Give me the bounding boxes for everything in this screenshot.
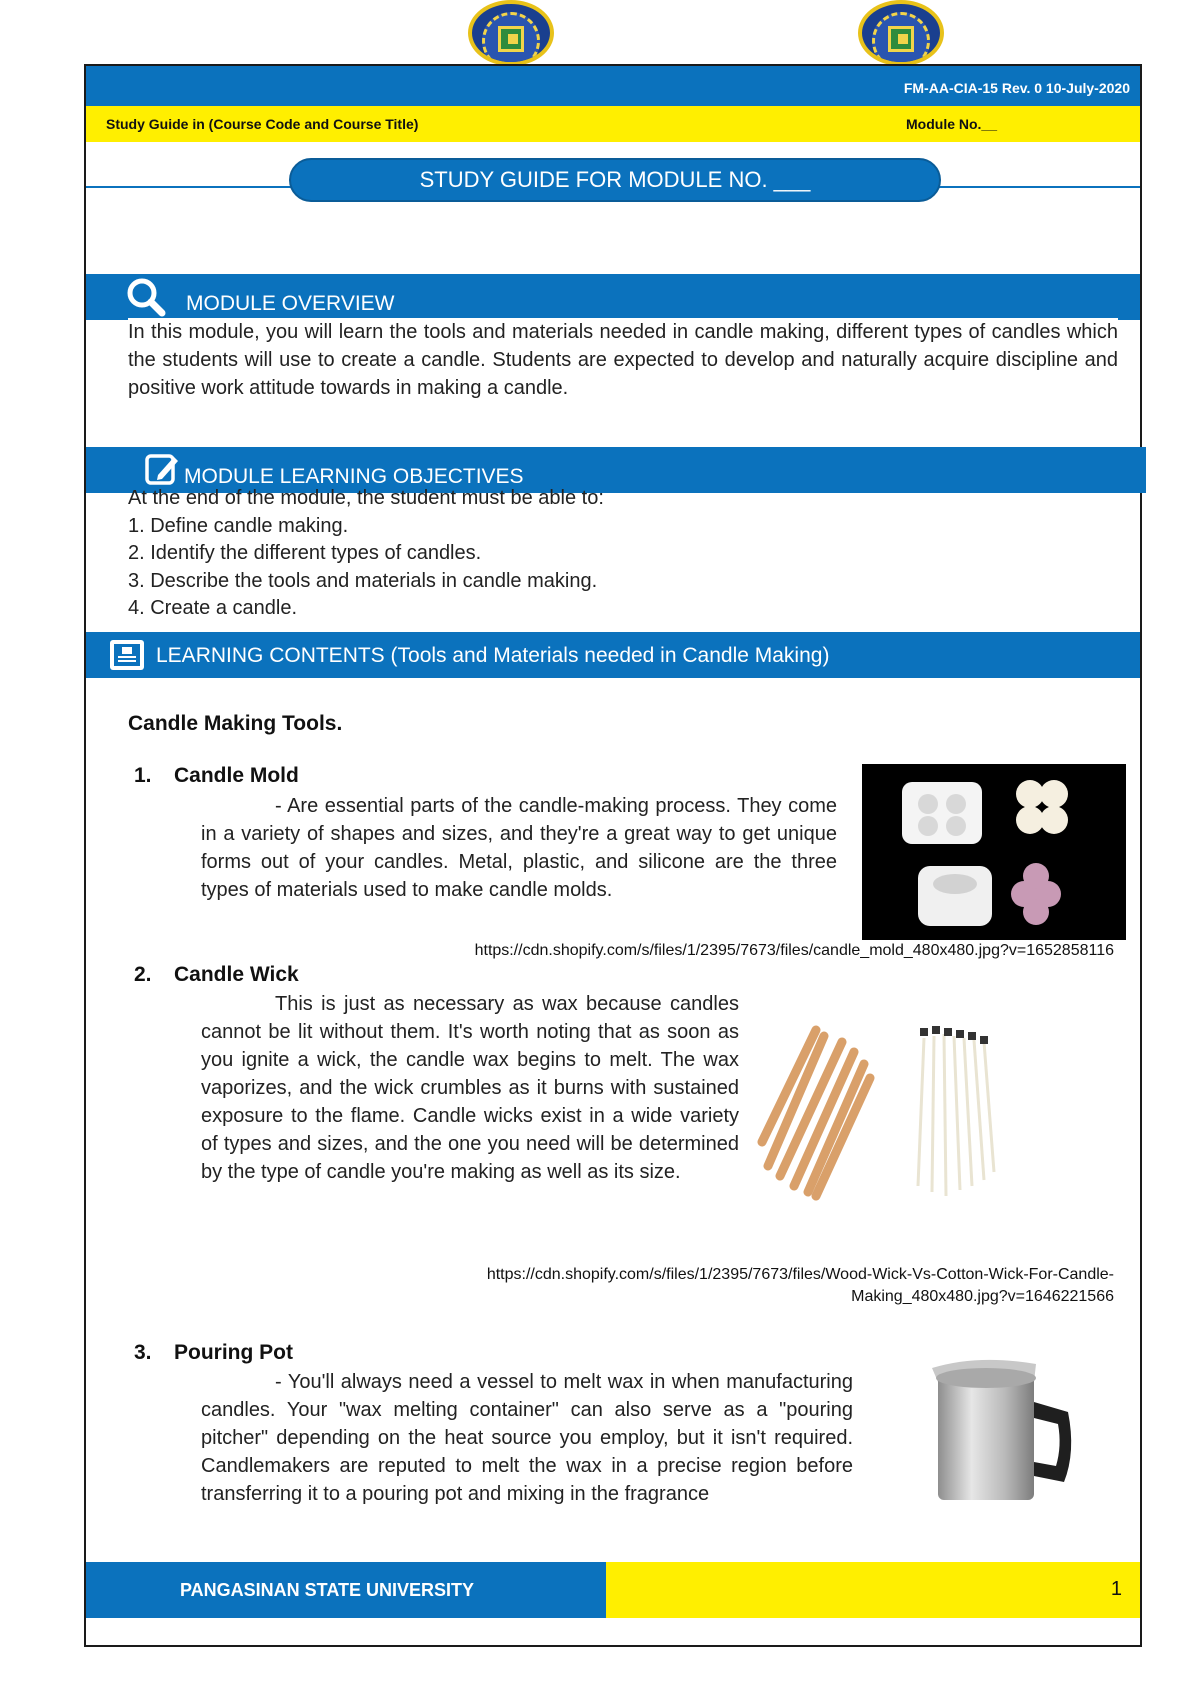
objective-item: 4. Create a candle. (128, 597, 297, 619)
candle-wick-image (754, 1016, 1048, 1206)
overview-bar (86, 274, 1140, 320)
contents-bar (86, 632, 1140, 678)
objective-item: 3. Describe the tools and materials in candle making. (128, 569, 598, 592)
item-title-pouring-pot: 3. Pouring Pot (134, 1341, 293, 1364)
footer-blue-band (86, 1562, 606, 1618)
objectives-intro: At the end of the module, the student must be able to: (128, 487, 604, 509)
objective-item: 2. Identify the different types of candles. (128, 542, 482, 564)
overview-text: In this module, you will learn the tools and materials needed in candle making, different types of candles which the students will use to create a candle. Students are expected to develop and naturally acquire discipline and positive work attitude towards in making a candle. (128, 318, 1118, 402)
item-body-candle-mold: - Are essential parts of the candle-making process. They come in a variety of shapes and sizes, and they're a great way to get unique forms out of your candles. Metal, plastic, and silicone are the three types of materials used to make candle molds. (201, 795, 837, 901)
page-number: 1 (1110, 1578, 1122, 1600)
overview-heading: MODULE OVERVIEW (186, 292, 395, 315)
contents-heading: LEARNING CONTENTS (Tools and Materials needed in Candle Making) (156, 644, 830, 667)
pencil-edit-icon (144, 451, 180, 487)
candle-mold-image (862, 764, 1126, 940)
magnifier-icon (124, 276, 168, 318)
university-seal-left (468, 0, 554, 66)
pouring-pot-image (918, 1342, 1082, 1512)
item-body-pouring-pot: - You'll always need a vessel to melt wax in when manufacturing candles. Your "wax melting container" can also serve as a "pouring pitcher" depending on the heat source you employ, but it isn't required. Candlemakers are reputed to melt the wax in a precise region before transferring it to a pouring pot and mixing in the fragrance (201, 1371, 853, 1505)
item-title-candle-mold: 1. Candle Mold (134, 764, 299, 787)
footer-yellow-band (606, 1562, 1140, 1618)
university-name: PANGASINAN STATE UNIVERSITY (180, 1580, 475, 1600)
candle-wick-source: https://cdn.shopify.com/s/files/1/2395/7673/files/Wood-Wick-Vs-Cotton-Wick-For-Candle- Making_480x480.jpg?v=1646221566 (486, 1266, 1114, 1305)
document-icon (108, 638, 146, 672)
objective-item: 1. Define candle making. (128, 514, 349, 537)
item-title-candle-wick: 2. Candle Wick (134, 963, 299, 986)
tools-subheading: Candle Making Tools. (128, 712, 343, 735)
page-title: STUDY GUIDE FOR MODULE NO. ___ (289, 158, 941, 202)
objectives-list (128, 485, 604, 623)
item-body-candle-wick: This is just as necessary as wax because candles cannot be lit without them. It's worth noting that as soon as you ignite a wick, the candle wax begins to melt. The wax vaporizes, and the wick crumbles as it burns with sustained exposure to the flame. Candle wicks exist in a wide variety of types and sizes, and the one you need will be determined by the type of candle you're making as well as its size. (201, 993, 739, 1183)
header-yellow-band (86, 106, 1140, 142)
form-code: FM-AA-CIA-15 Rev. 0 10-July-2020 (903, 80, 1130, 96)
candle-mold-source: https://cdn.shopify.com/s/files/1/2395/7673/files/candle_mold_480x480.jpg?v=1652858116 (474, 942, 1114, 959)
header-blue-band (86, 66, 1140, 106)
study-guide-label: Study Guide in (Course Code and Course Title) (106, 116, 419, 132)
objectives-heading: MODULE LEARNING OBJECTIVES (184, 465, 524, 488)
university-seal-right (858, 0, 944, 66)
module-no-label: Module No.__ (906, 116, 998, 132)
